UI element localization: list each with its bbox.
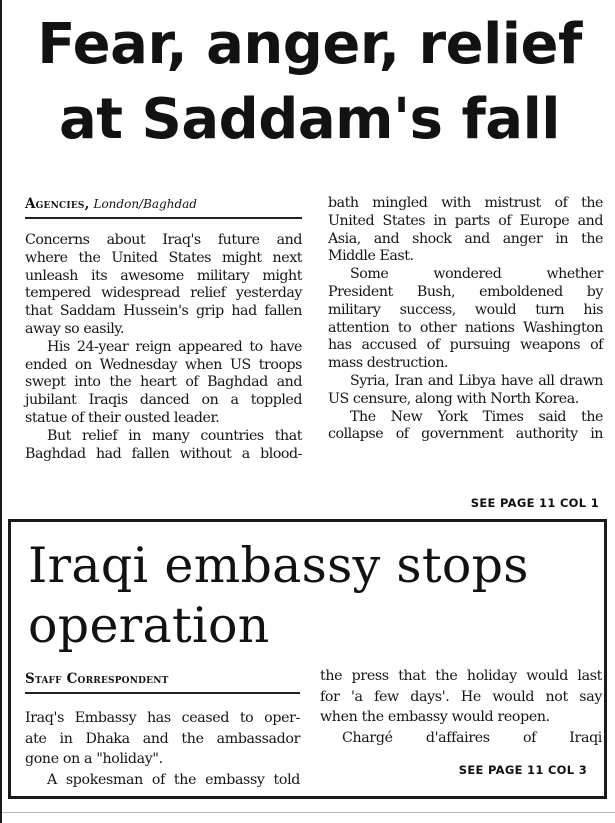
text-line: But relief in many countries that — [47, 427, 302, 444]
headline-line-2: at Saddam's fall — [58, 87, 560, 152]
bottom-rule — [2, 812, 615, 813]
text-line: United States in parts of Europe and — [328, 212, 603, 229]
byline2-source: Staff Correspondent — [25, 671, 169, 687]
text-line: has accused of pursuing weapons of — [328, 337, 603, 354]
article1-column-1 — [25, 232, 302, 463]
article1-column-2 — [328, 195, 603, 444]
text-line: Some wondered whether — [350, 266, 603, 283]
headline2-line-1: Iraqi embassy stops — [28, 537, 529, 594]
text-line: unleash its awesome military might — [25, 267, 302, 284]
text-line: Chargé d'affaires of Iraqi — [342, 729, 602, 746]
text-line: President Bush, emboldened by — [328, 283, 603, 300]
text-line: US censure, along with North Korea. — [328, 390, 579, 407]
text-line: Baghdad had fallen without a blood- — [25, 445, 302, 462]
text-line: tempered widespread relief yesterday — [25, 285, 302, 302]
text-line: A spokesman of the embassy told — [47, 771, 300, 788]
continuation-note-2: SEE PAGE 11 COL 3 — [458, 763, 587, 777]
text-line: for 'a few days'. He would not say — [320, 688, 602, 705]
byline2-rule — [25, 692, 300, 694]
headline2-line-2: operation — [28, 597, 270, 654]
text-line: attention to other nations Washington — [328, 319, 603, 336]
text-line: The New York Times said the — [350, 408, 603, 425]
article2-column-2 — [320, 666, 602, 748]
headline-line-1: Fear, anger, relief — [37, 12, 582, 77]
byline-rule — [25, 217, 302, 219]
article2-column-1 — [25, 708, 300, 790]
text-line: Syria, Iran and Libya have all drawn — [350, 372, 603, 389]
text-line: military success, would turn his — [328, 301, 603, 318]
text-line: the press that the holiday would last — [320, 668, 602, 684]
text-line: Iraq's Embassy has ceased to oper- — [25, 710, 300, 726]
continuation-note: SEE PAGE 11 COL 1 — [470, 496, 599, 510]
text-line: gone on a "holiday". — [25, 751, 163, 768]
text-line: Asia, and shock and anger in the — [328, 230, 603, 247]
text-line: statue of their ousted leader. — [25, 409, 220, 426]
text-line: Middle East. — [328, 248, 414, 265]
text-line: that Saddam Hussein's grip had fallen — [25, 303, 302, 320]
text-line: mass destruction. — [328, 355, 449, 372]
byline — [25, 196, 197, 212]
byline-place: London/Baghdad — [93, 197, 197, 211]
text-line: ate in Dhaka and the ambassador — [25, 730, 300, 747]
text-line: bath mingled with mistrust of the — [328, 195, 603, 211]
text-line: away so easily. — [25, 320, 125, 337]
text-line: collapse of government authority in — [328, 426, 603, 443]
text-line: jubilant Iraqis danced on a toppled — [25, 392, 302, 409]
text-line: swept into the heart of Baghdad and — [25, 374, 302, 391]
byline-source: Agencies, — [25, 196, 90, 212]
text-line: Concerns about Iraq's future and — [25, 232, 302, 248]
text-line: ended on Wednesday when US troops — [25, 356, 302, 373]
text-line: when the embassy would reopen. — [320, 709, 550, 726]
byline2 — [25, 671, 169, 687]
text-line: where the United States might next — [25, 249, 302, 266]
text-line: His 24-year reign appeared to have — [47, 338, 302, 355]
